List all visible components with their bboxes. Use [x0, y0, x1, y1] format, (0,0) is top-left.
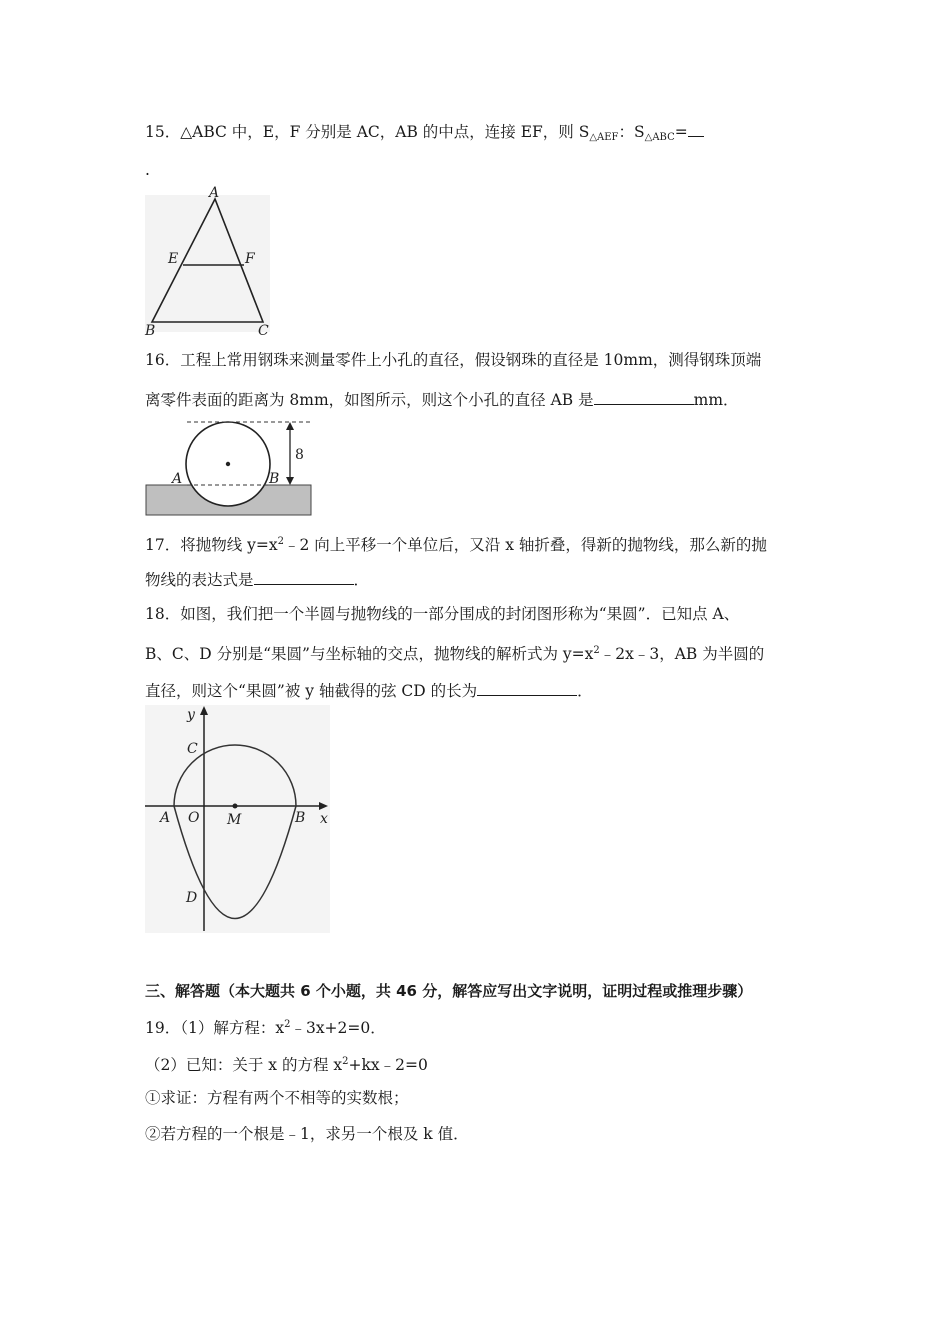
label-b: B: [269, 471, 280, 487]
label-b: B: [145, 323, 156, 339]
q16-ball-figure: [145, 418, 315, 518]
q16-answer-blank[interactable]: [594, 388, 694, 405]
label-o: O: [188, 810, 200, 826]
q18-text-c: 直径，则这个“果圆”被 y 轴截得的弦 CD 的长为: [145, 682, 478, 700]
q15-line2: .: [145, 161, 150, 179]
q19-text-d: +kx﹣2=0: [348, 1056, 428, 1074]
q17-text-c: 物线的表达式是: [145, 571, 254, 589]
q19-text-c: （2）已知：关于 x 的方程 x: [145, 1056, 343, 1074]
q19-text-b: ﹣3x+2=0．: [290, 1019, 386, 1037]
q19-exponent-2: 2: [342, 1056, 349, 1067]
q17-text-a: 17．将抛物线 y=x: [145, 536, 278, 554]
q18-line2: [145, 641, 764, 664]
q19-line1: [145, 1015, 386, 1038]
label-a: A: [160, 810, 171, 826]
q18-line1: 18．如图，我们把一个半圆与抛物线的一部分围成的封闭图形称为“果圆”．已知点 A、: [145, 605, 740, 623]
q18-answer-blank[interactable]: [477, 679, 577, 696]
q16-text: 离零件表面的距离为 8mm，如图所示，则这个小孔的直径 AB 是: [145, 391, 594, 409]
q19-exponent-1: 2: [284, 1019, 291, 1030]
q16-line1: 16．工程上常用钢珠来测量零件上小孔的直径，假设钢珠的直径是 10mm，测得钢珠顶端: [145, 351, 762, 369]
label-e: E: [168, 251, 179, 267]
arrow-up-icon: [286, 422, 294, 430]
label-x: x: [320, 811, 328, 827]
q15-answer-blank[interactable]: [688, 120, 704, 137]
section3-heading: 三、解答题（本大题共 6 个小题，共 46 分，解答应写出文字说明，证明过程或推理步骤）: [145, 982, 753, 1000]
q19-line2: [145, 1052, 428, 1075]
q17-answer-blank[interactable]: [254, 568, 354, 585]
label-y: y: [187, 707, 195, 723]
q17-exponent: 2: [277, 536, 285, 547]
q16-line2: [145, 388, 739, 410]
q17-period: ．: [353, 571, 370, 589]
q18-text-b: ﹣2x﹣3，AB 为半圆的: [599, 645, 765, 663]
label-b: B: [295, 810, 306, 826]
q19-line4: ②若方程的一个根是﹣1，求另一个根及 k 值．: [145, 1125, 469, 1143]
q17-text-b: ﹣2 向上平移一个单位后，又沿 x 轴折叠，得新的抛物线，那么新的抛: [284, 536, 767, 554]
arrow-down-icon: [286, 477, 294, 485]
q18-text-a: B、C、D 分别是“果圆”与坐标轴的交点，抛物线的解析式为 y=x: [145, 645, 594, 663]
q15-subscript-aef: △AEF: [589, 132, 619, 143]
q15-text-mid: ：S: [618, 123, 645, 141]
q16-unit: mm．: [693, 391, 739, 409]
q19-line3: ①求证：方程有两个不相等的实数根；: [145, 1089, 409, 1107]
q15-triangle-figure: [140, 185, 275, 340]
q18-fruit-circle-figure: [140, 703, 335, 935]
q18-line3: [145, 679, 593, 701]
label-a: A: [209, 185, 220, 201]
q15-equals: =: [674, 123, 688, 141]
q15-line1: [145, 120, 704, 148]
q15-text: 15．△ABC 中，E，F 分别是 AC，AB 的中点，连接 EF，则 S: [145, 123, 590, 141]
q18-period: ．: [577, 682, 593, 700]
label-f: F: [245, 251, 255, 267]
label-d: D: [186, 890, 198, 906]
ball-center: [226, 462, 230, 466]
q17-line2: [145, 568, 369, 590]
q18-exponent: 2: [593, 645, 600, 656]
label-c: C: [187, 741, 198, 757]
label-a: A: [172, 471, 183, 487]
label-c: C: [258, 323, 269, 339]
label-m: M: [227, 812, 242, 828]
q19-text-a: 19．（1）解方程：x: [145, 1019, 285, 1037]
q17-line1: [145, 532, 767, 555]
q15-subscript-abc: △ABC: [644, 132, 675, 143]
point-m: [233, 804, 238, 809]
dimension-label: 8: [295, 447, 304, 463]
